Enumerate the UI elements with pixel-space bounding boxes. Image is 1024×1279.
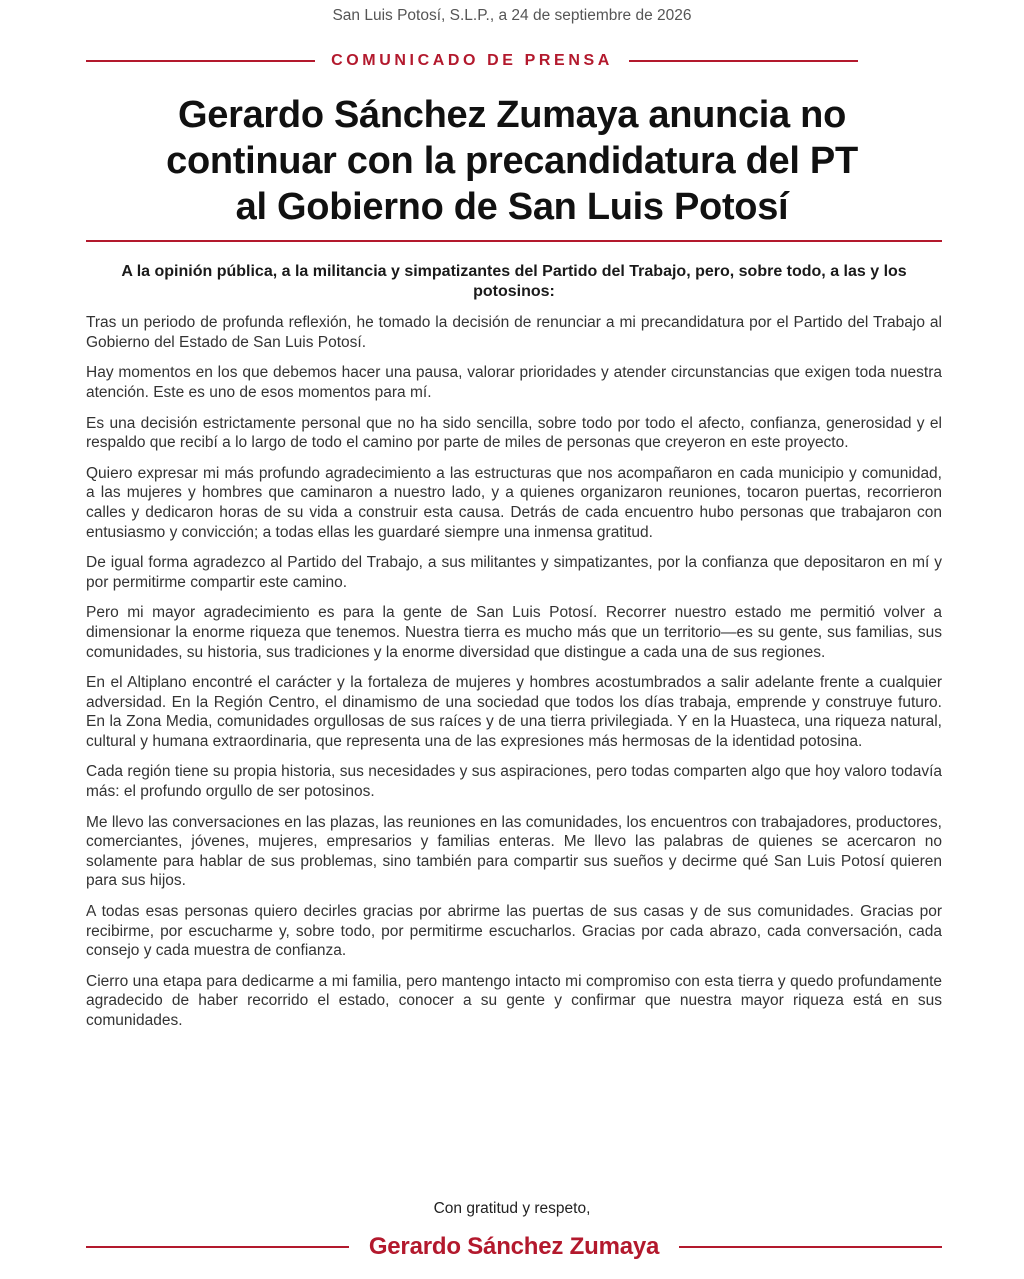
- signature-name: Gerardo Sánchez Zumaya: [368, 1233, 660, 1260]
- kicker-rule-right: [629, 60, 858, 62]
- headline-divider: [86, 240, 942, 242]
- kicker-rule-left: [86, 60, 315, 62]
- body-paragraph: Me llevo las conversaciones en las plazas, las reuniones en las comunidades, los encuentros con trabajadores, productores, comerciantes, jóvenes, mujeres, empresarios y familias enteras. Me llevo las palabras de quienes se acercaron no solamente para hablar de sus problemas, sino también para compartir sus sueños y decirme qué San Luis Potosí quieren para sus hijos.: [86, 813, 942, 890]
- headline: [60, 92, 964, 230]
- closing-line: Con gratitud y respeto,: [433, 1200, 591, 1217]
- kicker-row: [86, 50, 858, 72]
- body-paragraph: Pero mi mayor agradecimiento es para la gente de San Luis Potosí. Recorrer nuestro estado me permitió volver a dimensionar la enorme riqueza que tenemos. Nuestra tierra es mucho más que un territorio—es su gente, sus familias, sus comunidades, su historia, sus tradiciones y la enorme diversidad que distingue a cada una de sus regiones.: [86, 604, 942, 661]
- kicker-label: COMUNICADO DE PRENSA: [331, 52, 613, 69]
- body-paragraph: Quiero expresar mi más profundo agradecimiento a las estructuras que nos acompañaron en cada municipio y comunidad, a las mujeres y hombres que caminaron a nuestro lado, y a quienes organizaron reuniones, tocaron puertas, recorrieron calles y dedicaron horas de su vida a construir esta causa. Detrás de cada encuentro hubo personas que trabajaron con entusiasmo y convicción; a todas ellas les guardaré siempre una inmensa gratitud.: [86, 464, 942, 541]
- signature-rule-right: [679, 1246, 942, 1248]
- salutation: A la opinión pública, a la militancia y simpatizantes del Partido del Trabajo, pero, sobre todo, a las y los potosinos:: [121, 263, 907, 300]
- headline-line: Gerardo Sánchez Zumaya anuncia no: [178, 94, 846, 136]
- body-paragraph: A todas esas personas quiero decirles gracias por abrirme las puertas de sus casas y de sus comunidades. Gracias por recibirme, por escucharme y, sobre todo, por permitirme escucharlos. Gracias por cada abrazo, cada conversación, cada consejo y cada muestra de confianza.: [86, 903, 942, 960]
- signature-row: [86, 1232, 942, 1262]
- body-paragraph: En el Altiplano encontré el carácter y la fortaleza de mujeres y hombres acostumbrados a salir adelante frente a cualquier adversidad. En la Región Centro, el dinamismo de una sociedad que todos los días trabaja, emprende y construye futuro. En la Zona Media, comunidades orgullosas de sus raíces y de una tierra privilegiada. Y en la Huasteca, una riqueza natural, cultural y humana extraordinaria, que representa una de las expresiones más hermosas de la identidad potosina.: [86, 674, 942, 750]
- headline-line: al Gobierno de San Luis Potosí: [235, 186, 789, 228]
- body-paragraph: Tras un periodo de profunda reflexión, he tomado la decisión de renunciar a mi precandidatura por el Partido del Trabajo al Gobierno del Estado de San Luis Potosí.: [86, 314, 942, 351]
- body-paragraph: Cada región tiene su propia historia, sus necesidades y sus aspiraciones, pero todas comparten algo que hoy valoro todavía más: el profundo orgullo de ser potosinos.: [86, 763, 942, 801]
- release-body: [86, 262, 942, 1042]
- body-paragraph: Es una decisión estrictamente personal que no ha sido sencilla, sobre todo por todo el afecto, confianza, generosidad y el respaldo que recibí a lo largo de todo el camino por parte de miles de personas que creyeron en este proyecto.: [86, 414, 942, 452]
- body-paragraph: Cierro una etapa para dedicarme a mi familia, pero mantengo intacto mi compromiso con esta tierra y quedo profundamente agradecido de haber recorrido el estado, conocer a su gente y confirmar que nuestra mayor riqueza está en sus comunidades.: [86, 972, 942, 1029]
- body-paragraph: De igual forma agradezco al Partido del Trabajo, a sus militantes y simpatizantes, por la confianza que depositaron en mí y por permitirme compartir este camino.: [86, 554, 942, 591]
- dateline: San Luis Potosí, S.L.P., a 24 de septiembre de 2026: [332, 7, 692, 24]
- headline-line: continuar con la precandidatura del PT: [166, 140, 858, 182]
- signature-rule-left: [86, 1246, 349, 1248]
- body-paragraph: Hay momentos en los que debemos hacer una pausa, valorar prioridades y atender circunstancias que exigen toda nuestra atención. Este es uno de esos momentos para mí.: [86, 364, 942, 401]
